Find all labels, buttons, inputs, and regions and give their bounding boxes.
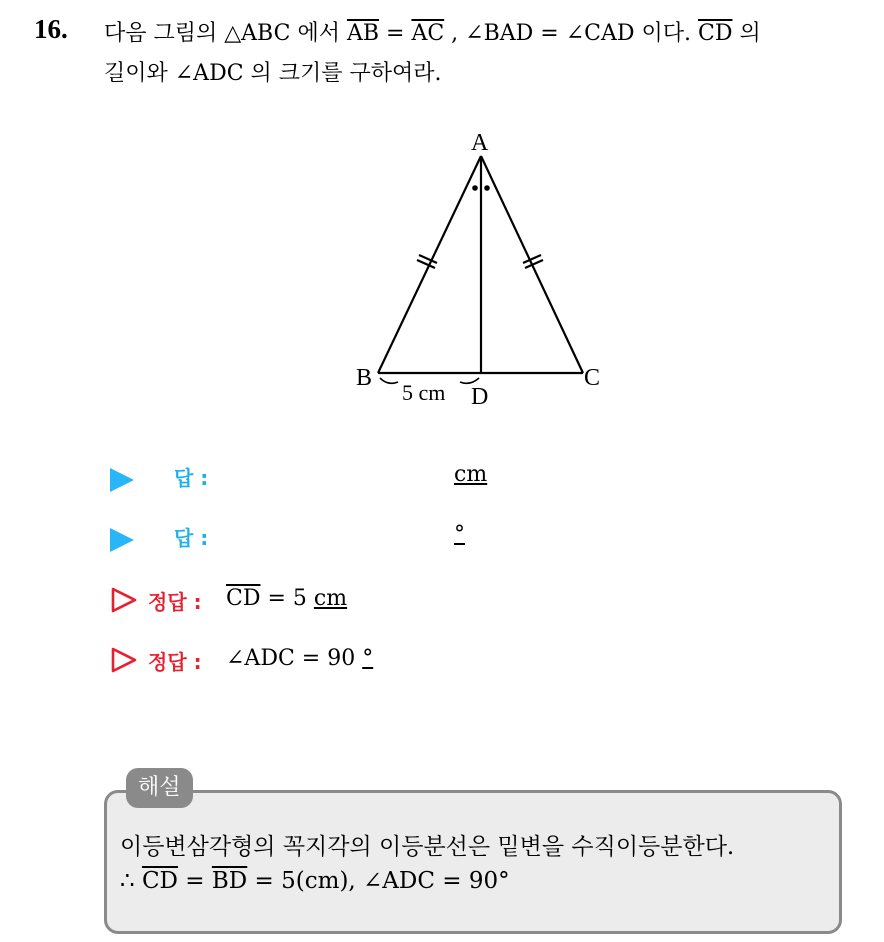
correct-label: 정답 :	[148, 590, 202, 614]
question-text: =	[379, 21, 412, 46]
solution-tag: 해설	[126, 768, 193, 808]
measure-brace	[380, 378, 398, 383]
segment-cd: $\overline{CD}$	[141, 868, 178, 894]
angle-mark-dot	[472, 185, 478, 191]
question-line-1	[104, 16, 761, 47]
solution-text: = 5(cm), ∠ADC = 90°	[247, 868, 510, 894]
measure-brace	[460, 378, 479, 383]
measure-label: 5 cm	[402, 380, 446, 405]
correct-answer-row	[110, 586, 530, 620]
outline-arrow-icon	[110, 586, 138, 614]
answer-label: 답 :	[174, 526, 209, 550]
solution-line-1: 이등변삼각형의 꼭지각의 이등분선은 밑변을 수직이등분한다.	[120, 834, 735, 860]
question-line-2: 길이와 ∠ADC 의 크기를 구하여라.	[104, 61, 442, 86]
correct-unit: °	[362, 646, 374, 671]
answer-row	[110, 522, 530, 556]
correct-label: 정답 :	[148, 650, 202, 674]
angle-mark-dot	[484, 185, 490, 191]
segment-ab: $\overline{AB}$	[346, 21, 380, 46]
answer-label: 답 :	[174, 466, 209, 490]
therefore-symbol: ∴	[120, 868, 142, 894]
play-arrow-icon	[110, 468, 134, 492]
correct-unit: cm	[313, 586, 348, 611]
question-text: 다음 그림의 △ABC 에서	[104, 21, 347, 46]
vertex-label-a: A	[471, 130, 489, 156]
answer-unit: cm	[454, 462, 488, 487]
vertex-label-d: D	[471, 384, 489, 410]
vertex-label-c: C	[584, 365, 601, 391]
correct-value	[226, 646, 373, 671]
correct-text: = 5	[260, 586, 314, 611]
answer-unit: °	[454, 522, 465, 547]
segment-ac: $\overline{AC}$	[411, 21, 445, 46]
correct-answer-row	[110, 646, 530, 680]
answer-row	[110, 462, 530, 496]
play-arrow-icon	[110, 528, 134, 552]
segment-cd: $\overline{CD}$	[226, 586, 261, 611]
outline-arrow-icon	[110, 646, 138, 674]
segment-bd: $\overline{BD}$	[211, 868, 248, 894]
question-number: 16.	[34, 14, 68, 44]
solution-box	[104, 790, 842, 934]
vertex-label-b: B	[356, 365, 373, 391]
correct-value	[226, 586, 347, 611]
question-text: , ∠BAD = ∠CAD 이다.	[444, 21, 698, 46]
triangle-figure	[340, 120, 620, 420]
solution-line-2	[120, 868, 510, 894]
question-text: 의	[732, 21, 761, 46]
solution-text: =	[178, 868, 212, 894]
correct-text: ∠ADC = 90	[226, 646, 363, 671]
segment-cd: $\overline{CD}$	[697, 21, 733, 46]
